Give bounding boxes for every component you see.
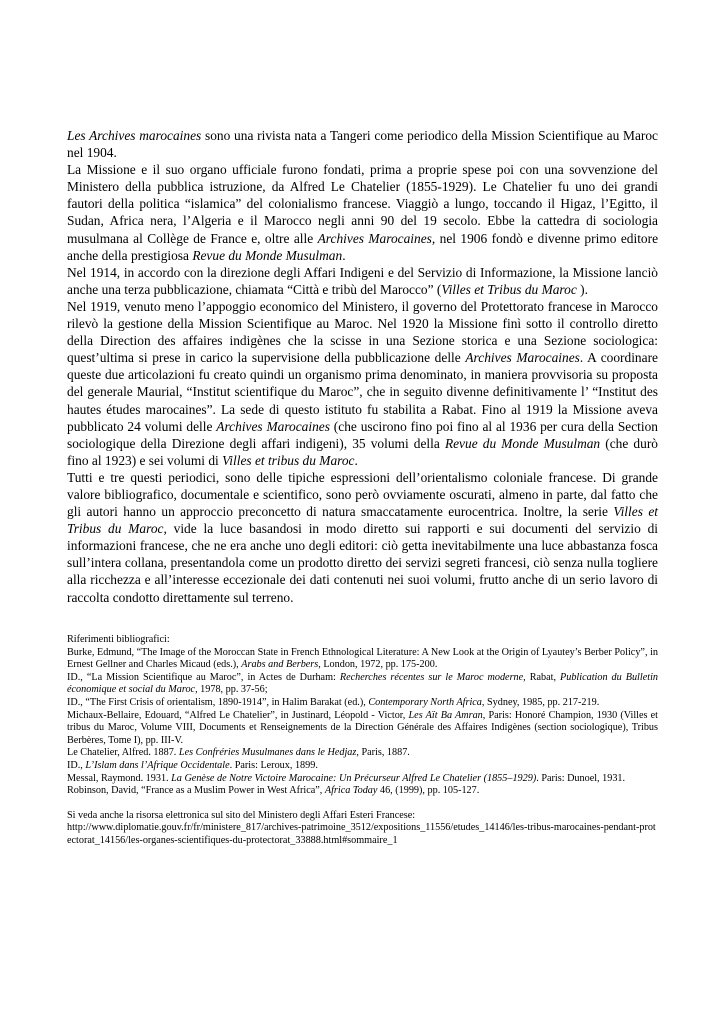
italic-text: Villes et Tribus du Maroc xyxy=(67,504,658,537)
reference-entry xyxy=(67,710,658,748)
text-run: Messal, Raymond. 1931. xyxy=(67,772,172,784)
paragraph xyxy=(67,264,658,298)
text-run: sono una rivista nata a Tangeri come periodico della Mission Scientifique au Maroc nel 1904. xyxy=(67,128,659,161)
references-heading: Riferimenti bibliografici: xyxy=(67,634,170,645)
spacer xyxy=(67,798,658,810)
italic-text: Revue du Monde Musulman xyxy=(192,247,343,263)
reference-entry xyxy=(67,785,658,798)
italic-text: Recherches récentes sur le Maroc moderne, xyxy=(339,671,526,683)
italic-text: Africa Today xyxy=(324,785,378,797)
text-run: 1978, pp. 37-56; xyxy=(197,684,268,696)
main-text xyxy=(67,127,658,606)
text-run: . xyxy=(354,452,358,468)
text-run: ID., “The First Crisis of orientalism, 1890-1914”, in Halim Barakat (ed.), xyxy=(67,696,369,708)
italic-text: Revue du Monde Musulman xyxy=(444,435,601,451)
text-run: . Paris: Dunoel, 1931. xyxy=(536,772,626,784)
reference-entry xyxy=(67,672,658,697)
italic-text: L’Islam dans l’Afrique Occidentale xyxy=(85,759,230,771)
italic-text: Les Archives marocaines xyxy=(67,128,202,143)
text-run: , London, 1972, pp. 175-200. xyxy=(318,659,438,671)
italic-text: Les Confréries Musulmanes dans le Hedjaz xyxy=(178,747,357,759)
reference-entry xyxy=(67,697,658,710)
text-run: Robinson, David, “France as a Muslim Power in West Africa”, xyxy=(67,785,325,797)
text-run: Rabat, xyxy=(525,671,561,683)
text-run: . A coordinare queste due articolazioni fu creato quindi un organismo prima denominato, in maniera provvisoria su proposta del generale Maurial, “Institut scientifique du Maroc”, che in seguito divenne definitivamente l’ “Institut des hautes études marocaines”. La sede di questo istituto fu stabilita a Rabat. Fino al 1919 la Missione aveva pubblicato 24 volumi delle xyxy=(67,350,658,434)
text-run: ID., xyxy=(67,759,86,771)
reference-entry xyxy=(67,773,658,786)
text-run: (che uscirono fino poi fino al al 1936 per cura della Section sociologique della Direzione degli affari indigeni), 35 volumi della xyxy=(67,418,658,451)
paragraph xyxy=(67,161,658,264)
text-run: Michaux-Bellaire, Edouard, “Alfred Le Chatelier”, in Justinard, Léopold - Victor, xyxy=(67,709,409,721)
text-run: Tutti e tre questi periodici, sono delle tipiche espressioni dell’orientalismo coloniale francese. Di grande valore bibliografico, documentale e scientifico, sono però ovviamente oscurati, almeno in parte, dal fatto che gli autori hanno un approccio preconcetto di natura smaccatamente eurocentrica. Inoltre, la serie xyxy=(67,469,658,520)
text-run: , vide la luce basandosi in modo diretto sui rapporti e sui documenti del servizio di informazioni francese, che ne era anche uno degli editori: ciò getta inevitabilmente una luce abbastanza fosca sull’intera collana, presentandola come un prodotto diretto dei servizi segreti francesi, ciò senza nulla togliere alla ricchezza e all’interesse eccezionale dei dati contenuti nei suoi volumi, frutto anche di un serio lavoro di raccolta condotto direttamente sul terreno. xyxy=(67,521,658,605)
paragraph xyxy=(67,469,658,606)
italic-text: Archives Marocaines, xyxy=(317,230,436,246)
text-run: , Paris, 1887. xyxy=(356,747,410,759)
online-resource-link[interactable]: http://www.diplomatie.gouv.fr/fr/ministere_817/archives-patrimoine_3512/expositions_11556/etudes_14146/les-tribus-marocaines-pendant-protectorat_14156/les-organes-scientifiques-du-protectorat_33888.html#sommaire_1 xyxy=(67,822,656,846)
reference-entry xyxy=(67,647,658,672)
reference-entry xyxy=(67,747,658,760)
italic-text: Publication du Bulletin économique et social du Maroc, xyxy=(67,671,658,696)
text-run: . xyxy=(342,247,346,263)
text-run: nel 1906 fondò e divenne primo editore anche della prestigiosa xyxy=(67,230,659,263)
text-run: 46, (1999), pp. 105-127. xyxy=(377,785,480,797)
italic-text: Archives Marocaines xyxy=(465,350,580,366)
paragraph xyxy=(67,298,658,469)
text-run: Burke, Edmund, “The Image of the Moroccan State in French Ethnological Literature: A New Look at the Origin of Lyautey’s Berber Policy”, in Ernest Gellner and Charles Micaud (eds.), xyxy=(67,646,658,671)
paragraph xyxy=(67,127,658,161)
online-resource-intro: Si veda anche la risorsa elettronica sul sito del Ministero degli Affari Esteri Francese: xyxy=(67,809,416,821)
text-run: , Sydney, 1985, pp. 217-219. xyxy=(481,696,600,708)
italic-text: Villes et Tribus du Maroc xyxy=(441,281,577,297)
text-run: ). xyxy=(576,281,588,297)
text-run: La Missione e il suo organo ufficiale furono fondati, prima a proprie spese poi con una sovvenzione del Ministero della pubblica istruzione, da Alfred Le Chatelier (1855-1929). Le Chatelier fu uno dei grandi fautori della politica “islamica” del colonialismo francese. Viaggiò a lungo, toccando il Higaz, l’Egitto, il Sudan, Africa nera, l’Algeria e il Marocco negli anni 90 del 19 secolo. Ebbe la cattedra di sociologia musulmana al Collège de France e, oltre alle xyxy=(67,162,658,246)
text-run: Nel 1914, in accordo con la direzione degli Affari Indigeni e del Servizio di Informazione, la Missione lanciò anche una terza pubblicazione, chiamata “Città e tribù del Marocco” ( xyxy=(67,264,658,297)
italic-text: La Genèse de Notre Victoire Marocaine: Un Précurseur Alfred Le Chatelier (1855–1929) xyxy=(171,772,537,784)
text-run: Nel 1919, venuto meno l’appoggio economico del Ministero, il governo del Protettorato francese in Marocco rilevò la gestione della Mission Scientifique au Maroc. Nel 1920 la Missione finì sotto il controllo diretto della Direction des affaires indigènes che la scisse in una Sezione storica e una Sezione sociologica: quest’ultima si prese in carico la supervisione della pubblicazione delle xyxy=(67,298,658,366)
reference-entry xyxy=(67,760,658,773)
text-run: Le Chatelier, Alfred. 1887. xyxy=(67,747,179,759)
text-run: . Paris: Leroux, 1899. xyxy=(229,759,318,771)
text-run: ID., “La Mission Scientifique au Maroc”, in Actes de Durham: xyxy=(67,671,340,683)
italic-text: Contemporary North Africa xyxy=(368,696,482,708)
italic-text: Arabs and Berbers xyxy=(241,659,319,671)
italic-text: Archives Marocaines xyxy=(216,418,330,434)
text-run: (che durò fino al 1923) e sei volumi di xyxy=(67,435,658,468)
references-section xyxy=(67,634,658,848)
text-run: , Paris: Honoré Champion, 1930 (Villes et tribus du Maroc, Volume VIII, Documents et Renseignements de la Direction Générale des Affaires Indigènes (section sociologique), Tribus Berbères, Tome I), pp. III-V. xyxy=(67,709,658,746)
italic-text: Villes et tribus du Maroc xyxy=(222,452,355,468)
italic-text: Les Aït Ba Amran xyxy=(408,709,483,721)
